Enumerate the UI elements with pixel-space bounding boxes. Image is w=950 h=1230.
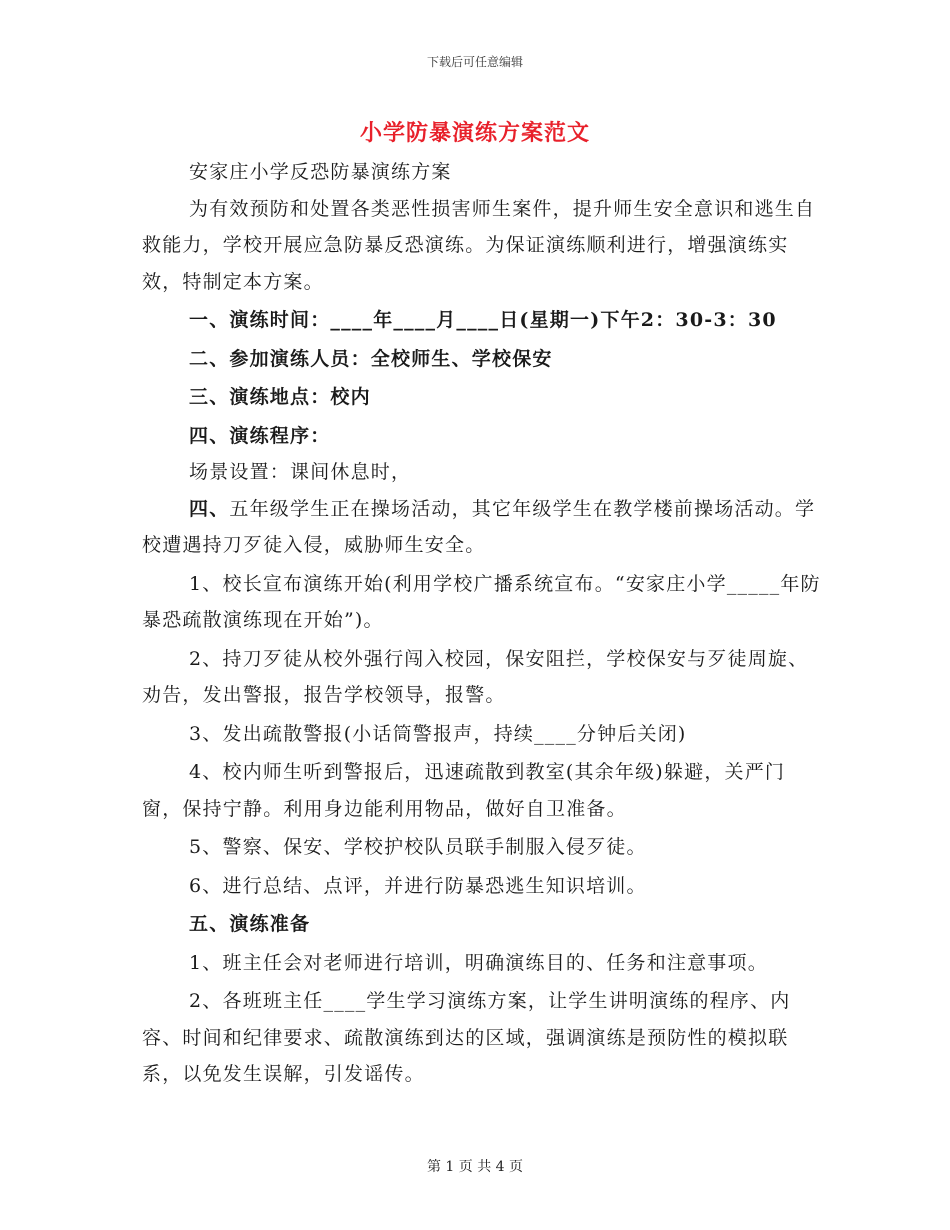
step-5: 5、警察、保安、学校护校队员联手制服入侵歹徒。	[189, 836, 647, 858]
prep-1: 1、班主任会对老师进行培训，明确演练目的、任务和注意事项。	[189, 951, 768, 974]
step-1: 1、校长宣布演练开始(利用学校广播系统宣布。“安家庄小学_____年防暴恐疏散演练现在开始”)。	[142, 572, 821, 631]
step-6: 6、进行总结、点评，并进行防暴恐逃生知识培训。	[189, 874, 647, 897]
header-note: 下载后可任意编辑	[426, 55, 523, 69]
prep-2: 2、各班班主任____学生学习演练方案，让学生讲明演练的程序、内容、时间和纪律要求、疏散演练到达的区域，强调演练是预防性的模拟联系，以免发生误解，引发谣传。	[142, 990, 791, 1085]
section-2-participants: 二、参加演练人员：全校师生、学校保安	[189, 347, 553, 370]
scene-description	[142, 491, 822, 564]
step-4: 4、校内师生听到警报后，迅速疏散到教室(其余年级)躲避，关严门窗，保持宁静。利用身边能利用物品，做好自卫准备。	[142, 761, 786, 820]
scene-text: 五年级学生正在操场活动，其它年级学生在教学楼前操场活动。学校遭遇持刀歹徒入侵，威胁师生安全。	[142, 497, 816, 556]
section-4-procedure: 四、演练程序：	[189, 424, 331, 447]
step-3: 3、发出疏散警报(小话筒警报声，持续____分钟后关闭)	[189, 722, 687, 745]
section-5-preparation: 五、演练准备	[189, 913, 311, 935]
intro-paragraph: 为有效预防和处置各类恶性损害师生案件，提升师生安全意识和逃生自救能力，学校开展应急防暴反恐演练。为保证演练顺利进行，增强演练实效，特制定本方案。	[142, 197, 816, 293]
section-1-time: 一、演练时间：____年____月____日(星期一)下午2：30-3：30	[189, 309, 777, 331]
section-3-location: 三、演练地点：校内	[189, 386, 371, 408]
page-footer: 第 1 页 共 4 页	[426, 1159, 524, 1175]
document-title: 小学防暴演练方案范文	[359, 120, 590, 146]
document-body	[142, 154, 822, 1093]
subtitle-line: 安家庄小学反恐防暴演练方案	[189, 161, 452, 183]
scene-setting: 场景设置：课间休息时，	[189, 461, 412, 483]
scene-prefix: 四、	[189, 497, 230, 520]
step-2: 2、持刀歹徒从校外强行闯入校园，保安阻拦，学校保安与歹徒周旋、劝告，发出警报，报告学校领导，报警。	[142, 647, 809, 706]
